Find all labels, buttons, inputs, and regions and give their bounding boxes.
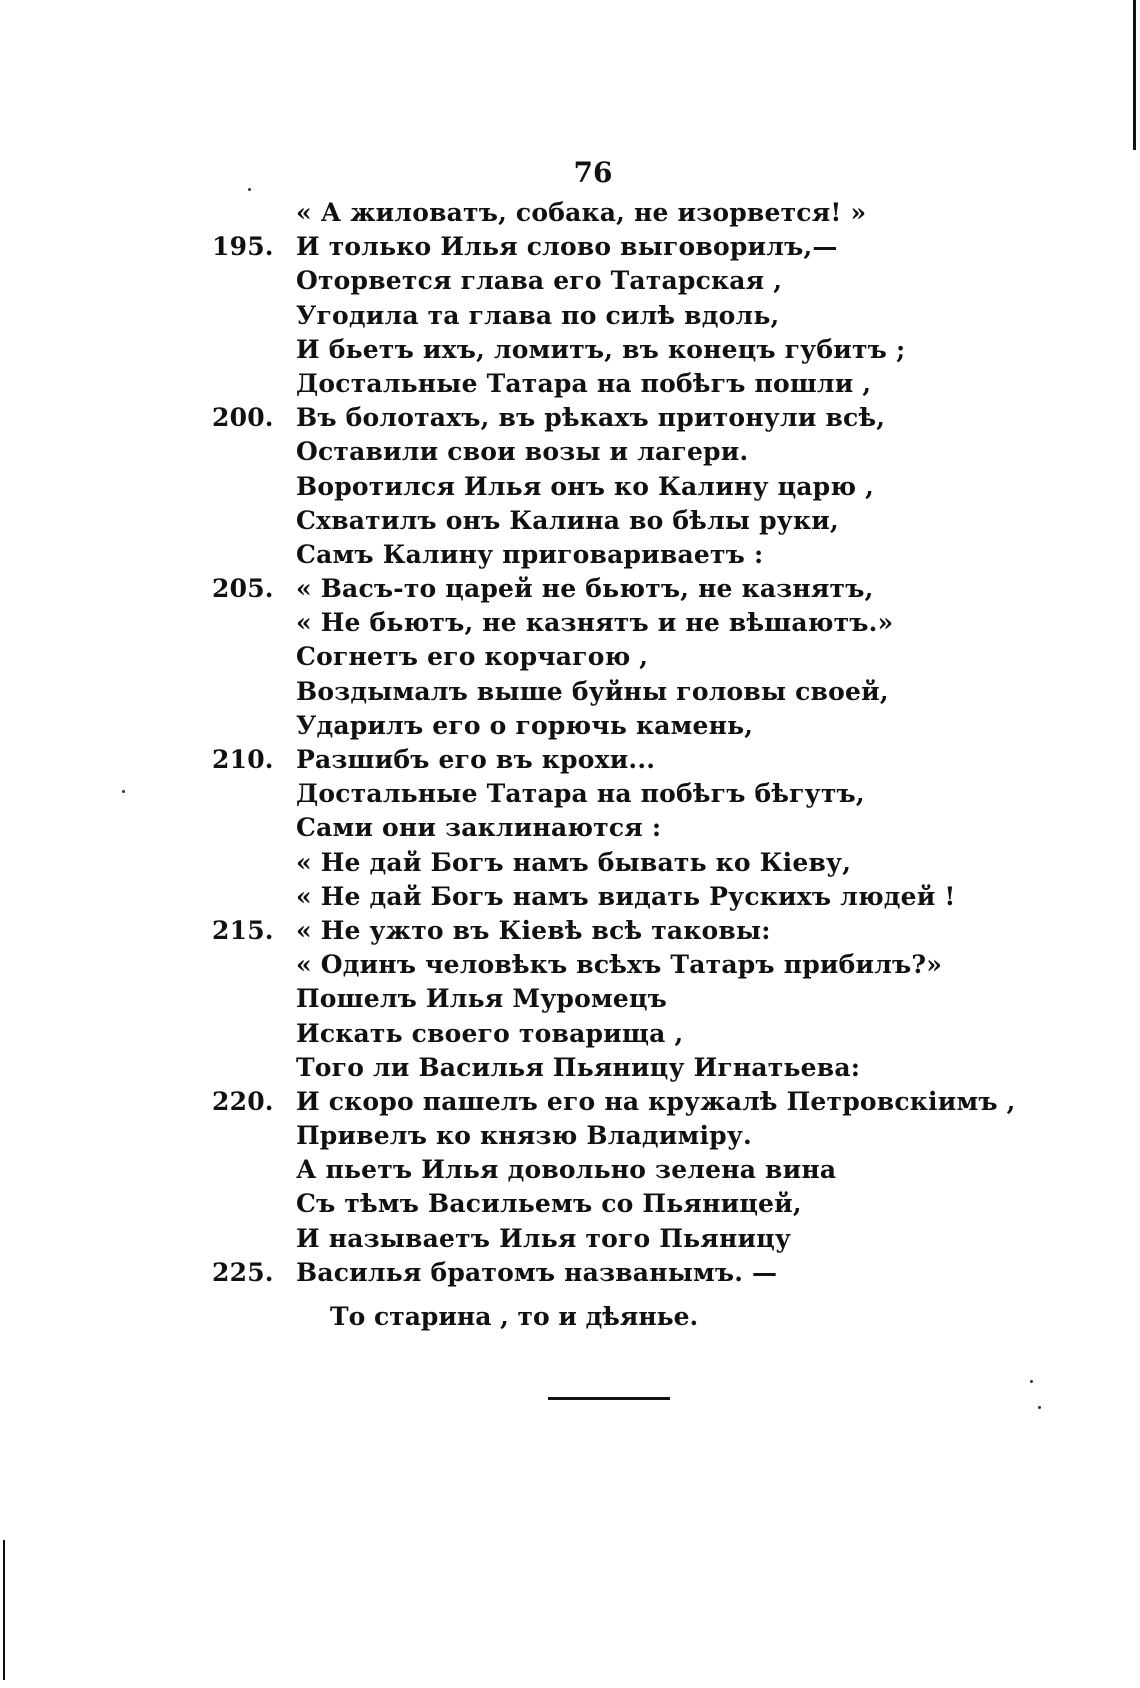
line-text: « А жиловатъ, собака, не изорвется! » [296,198,867,227]
poem-line [212,1119,952,1153]
scan-speck [1038,1406,1041,1409]
line-text: И скоро пашелъ его на кружалѣ Петровскіимъ , [296,1086,1016,1116]
poem-line [212,846,952,880]
poem-line [212,1187,952,1221]
line-text: Воздымалъ выше буйны головы своей, [296,676,889,706]
poem-line [212,880,956,914]
poem-line [212,470,952,504]
poem-line [212,675,952,709]
scan-edge-left [3,1540,5,1680]
line-text: Согнетъ его корчагою , [296,642,649,672]
poem-line [212,572,952,606]
line-text: Привелъ ко князю Владиміру. [296,1121,752,1151]
poem-line [212,1017,952,1051]
poem-line [212,333,952,367]
line-number: 205. [212,574,274,604]
poem-line [212,948,952,982]
line-number: 215. [212,915,274,945]
line-text: Схватилъ онъ Калина во бѣлы руки, [296,505,839,535]
line-text: « Не бьютъ, не казнятъ и не вѣшаютъ.» [296,608,894,638]
poem-line [212,538,952,572]
line-text: Пошелъ Илья Муромецъ [296,984,668,1014]
poem-line [212,606,952,640]
line-text: Оторвется глава его Татарская , [296,266,783,296]
line-text: Того ли Василья Пьяницу Игнатьева: [296,1052,861,1082]
poem-line [212,230,952,264]
line-text: Воротился Илья онъ ко Калину царю , [296,471,874,501]
poem-line [212,1153,952,1187]
poem-line [212,1051,952,1085]
poem-line [212,982,952,1016]
line-text: « Одинъ человѣкъ всѣхъ Татаръ прибилъ?» [296,950,943,980]
line-text: Въ болотахъ, въ рѣкахъ притонули всѣ, [296,403,886,433]
line-number: 200. [212,403,274,433]
poem-line [212,1085,1016,1119]
line-number: 195. [212,232,274,262]
end-rule [548,1397,670,1400]
poem-line [212,640,952,674]
poem-line [212,777,952,811]
line-number: 220. [212,1086,274,1116]
line-text: А пьетъ Илья довольно зелена вина [296,1155,837,1185]
poem-text [212,196,1016,1290]
line-text: Угодила та глава по силѣ вдоль, [296,300,780,330]
poem-line [212,264,952,298]
poem-line [212,1222,952,1256]
line-text: И называетъ Илья того Пьяницу [296,1223,792,1253]
poem-line [212,196,952,230]
line-number: 210. [212,745,274,774]
line-text: Сами они заклинаются : [296,813,662,843]
line-text: Разшибъ его въ крохи... [296,745,656,774]
poem-line [212,709,952,743]
scan-speck [1030,1380,1033,1383]
line-text: Самъ Калину приговариваетъ : [296,539,764,569]
page-number: 76 [573,156,613,189]
poem-line [212,367,952,401]
line-text: Ударилъ его о горючь камень, [296,710,754,740]
poem-line [212,811,952,845]
poem-line [212,914,952,948]
poem-line [212,401,952,435]
line-text: « Не дай Богъ намъ бывать ко Кіеву, [296,847,852,877]
scan-speck [248,188,251,191]
poem-line [212,504,952,538]
line-text: И только Илья слово выговорилъ,— [296,232,838,262]
line-text: Достальные Татара на побѣгъ пошли , [296,368,872,398]
line-text: « Васъ-то царей не бьютъ, не казнятъ, [296,574,874,604]
poem-line [212,299,952,333]
line-text: И бьетъ ихъ, ломитъ, въ конецъ губитъ ; [296,334,906,364]
line-text: Искать своего товарища , [296,1018,684,1048]
line-text: Съ тѣмъ Васильемъ со Пьяницей, [296,1189,802,1219]
line-text: Оставили свои возы и лагери. [296,437,749,467]
line-text: Достальные Татара на побѣгъ бѣгутъ, [296,779,865,809]
line-text: « Не дай Богъ намъ видать Рускихъ людей ! [296,881,956,911]
poem-line [212,743,952,777]
line-text: Василья братомъ названымъ. — [296,1257,778,1287]
poem-line [212,1256,952,1290]
scan-edge-right [1133,0,1136,150]
line-number: 225. [212,1257,274,1287]
scan-speck [122,790,125,793]
closing-line: То старина , то и дѣянье. [330,1302,699,1331]
poem-line [212,435,952,469]
line-text: « Не ужто въ Кіевѣ всѣ таковы: [296,915,771,945]
